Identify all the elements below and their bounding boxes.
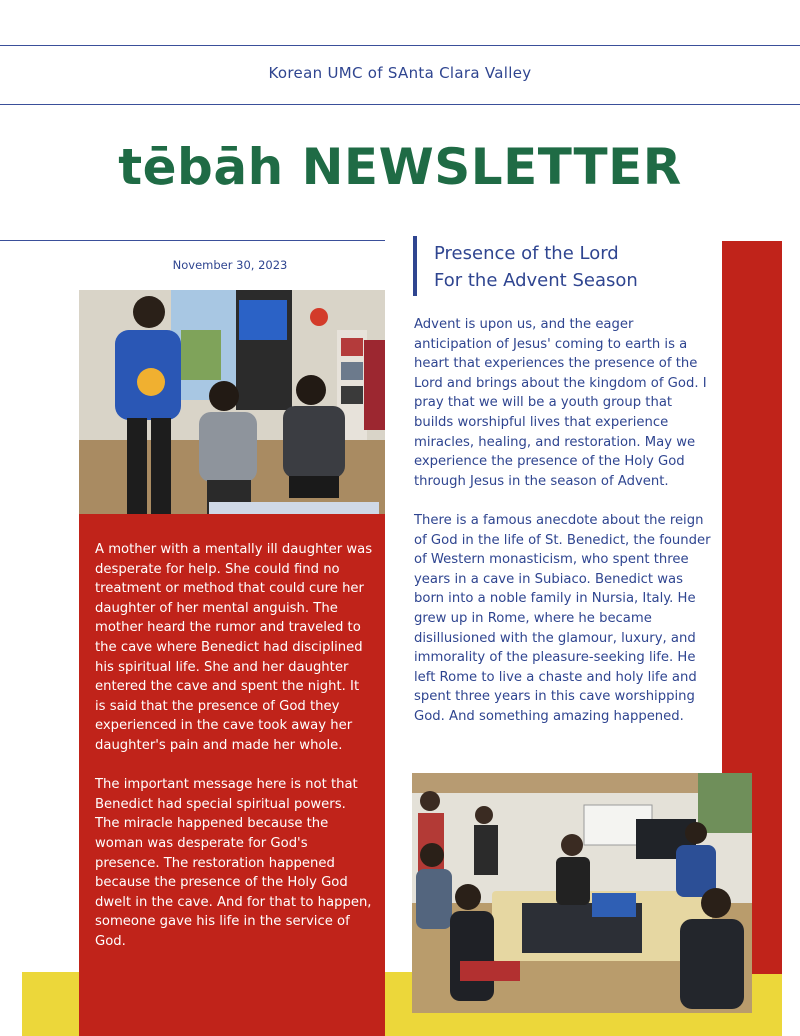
top-divider <box>0 45 800 46</box>
heading-accent-bar <box>413 236 417 296</box>
organization-name: Korean UMC of SAnta Clara Valley <box>268 64 532 82</box>
header-divider <box>0 104 800 105</box>
left-paragraph: A mother with a mentally ill daughter was desperate for help. She could find no treatment or method that could cure her daughter of her mental anguish. The mother heard the rumor and traveled to the cave where Benedict had disciplined his spiritual life. She and her daughter entered the cave and spent the night. It is said that the presence of God they experienced in the cave took away her daughter's pain and made her whole. <box>95 542 373 753</box>
article-heading <box>434 240 714 294</box>
newsletter-title: tēbāh NEWSLETTER <box>118 138 682 196</box>
left-paragraph: The important message here is not that Benedict had special spiritual powers. The miracle happened because the woman was desperate for God's presence. The restoration happened because the presence of the Holy God dwelt in the cave. And for that to happen, someone gave his life in the service of God. <box>95 777 372 949</box>
right-paragraph: There is a famous anecdote about the reign of God in the life of St. Benedict, the founder of Western monasticism, who spent three years in a cave in Subiaco. Benedict was born into a noble family in Nursia, Italy. He grew up in Rome, where he became disillusioned with the glamour, luxury, and immorality of the pleasure-seeking life. He left Rome to live a chaste and holy life and spent three years in this cave worshipping God. And something amazing happened. <box>414 512 711 724</box>
right-column-text <box>414 315 714 746</box>
date-divider <box>0 240 385 241</box>
right-paragraph: Advent is upon us, and the eager anticipation of Jesus' coming to earth is a heart that experiences the presence of the Lord and brings about the kingdom of God. I pray that we will be a youth group that builds worshipful lives that experience miracles, healing, and restoration. May we experience the presence of the Holy God through Jesus in the season of Advent. <box>414 317 707 489</box>
heading-line-2: For the Advent Season <box>434 270 638 291</box>
issue-date: November 30, 2023 <box>172 258 288 272</box>
left-column-text <box>95 540 373 971</box>
heading-line-1: Presence of the Lord <box>434 243 619 264</box>
service-activity-photo <box>412 773 752 1013</box>
youth-group-photo <box>79 290 385 514</box>
